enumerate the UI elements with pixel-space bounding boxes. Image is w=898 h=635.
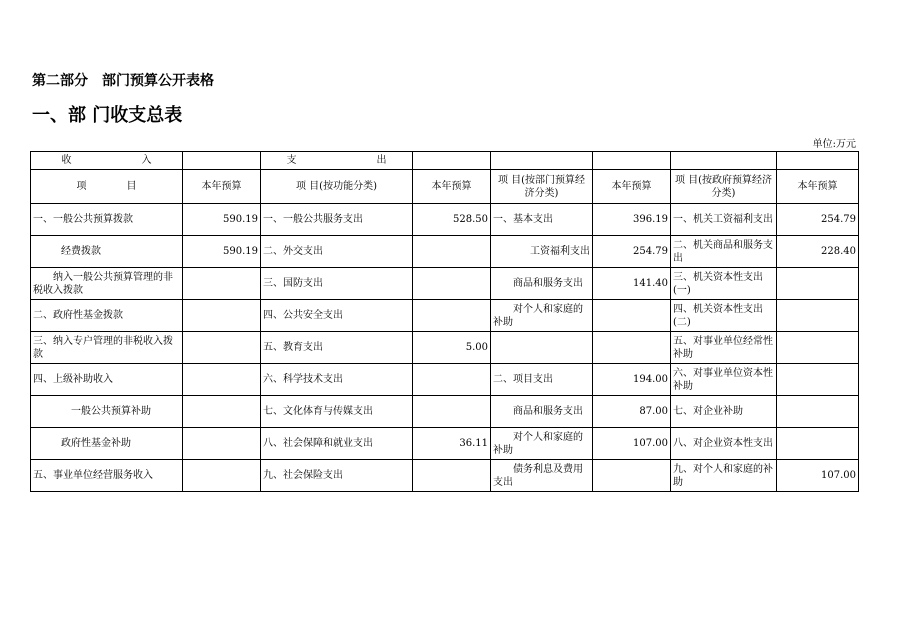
func-item: 三、国防支出 (261, 268, 413, 300)
gov-item: 一、机关工资福利支出 (671, 204, 777, 236)
income-amount: 590.19 (183, 236, 261, 268)
income-item: 二、政府性基金拨款 (31, 300, 183, 332)
col-header-econ-dept: 项 目(按部门预算经济分类) (491, 170, 593, 204)
dept-amount: 396.19 (593, 204, 671, 236)
income-item: 一般公共预算补助 (31, 396, 183, 428)
dept-item (491, 332, 593, 364)
func-amount (413, 300, 491, 332)
gov-amount: 228.40 (777, 236, 859, 268)
dept-amount: 107.00 (593, 428, 671, 460)
income-amount (183, 428, 261, 460)
dept-amount: 194.00 (593, 364, 671, 396)
gov-item: 二、机关商品和服务支出 (671, 236, 777, 268)
unit-label: 单位:万元 (812, 139, 856, 150)
income-item: 五、事业单位经营服务收入 (31, 460, 183, 492)
func-item: 二、外交支出 (261, 236, 413, 268)
income-section-header: 收 入 (31, 152, 183, 170)
gov-item: 九、对个人和家庭的补助 (671, 460, 777, 492)
dept-amount (593, 332, 671, 364)
table-row (31, 460, 859, 492)
empty-cell (593, 152, 671, 170)
income-amount (183, 268, 261, 300)
gov-item: 五、对事业单位经常性补助 (671, 332, 777, 364)
table-row (31, 204, 859, 236)
func-item: 九、社会保险支出 (261, 460, 413, 492)
dept-item: 对个人和家庭的补助 (491, 300, 593, 332)
income-item: 四、上级补助收入 (31, 364, 183, 396)
dept-item: 一、基本支出 (491, 204, 593, 236)
income-item: 经费拨款 (31, 236, 183, 268)
func-amount (413, 460, 491, 492)
table-title: 一、部 门收支总表 (32, 105, 183, 126)
gov-amount (777, 364, 859, 396)
col-header-budget: 本年预算 (593, 170, 671, 204)
income-amount (183, 332, 261, 364)
gov-amount: 107.00 (777, 460, 859, 492)
dept-amount (593, 300, 671, 332)
dept-amount (593, 460, 671, 492)
income-amount (183, 300, 261, 332)
gov-item: 八、对企业资本性支出 (671, 428, 777, 460)
dept-amount: 254.79 (593, 236, 671, 268)
empty-cell (671, 152, 777, 170)
table-row (31, 332, 859, 364)
func-item: 五、教育支出 (261, 332, 413, 364)
dept-item: 商品和服务支出 (491, 396, 593, 428)
func-item: 六、科学技术支出 (261, 364, 413, 396)
gov-amount (777, 396, 859, 428)
table-row (31, 364, 859, 396)
part-title: 第二部分 部门预算公开表格 (32, 73, 214, 89)
func-amount (413, 236, 491, 268)
income-amount (183, 364, 261, 396)
dept-amount: 141.40 (593, 268, 671, 300)
func-item: 七、文化体育与传媒支出 (261, 396, 413, 428)
func-amount (413, 268, 491, 300)
func-item: 八、社会保障和就业支出 (261, 428, 413, 460)
expense-section-header: 支 出 (261, 152, 413, 170)
func-amount: 36.11 (413, 428, 491, 460)
table-row (31, 268, 859, 300)
col-header-item: 项 目 (31, 170, 183, 204)
table-row (31, 236, 859, 268)
dept-item: 商品和服务支出 (491, 268, 593, 300)
header-row-columns (31, 170, 859, 204)
col-header-budget: 本年预算 (183, 170, 261, 204)
gov-amount (777, 428, 859, 460)
gov-item: 六、对事业单位资本性补助 (671, 364, 777, 396)
col-header-func: 项 目(按功能分类) (261, 170, 413, 204)
dept-amount: 87.00 (593, 396, 671, 428)
gov-item: 七、对企业补助 (671, 396, 777, 428)
empty-cell (777, 152, 859, 170)
gov-item: 四、机关资本性支出(二) (671, 300, 777, 332)
col-header-econ-gov: 项 目(按政府预算经济分类) (671, 170, 777, 204)
gov-amount (777, 268, 859, 300)
empty-cell (491, 152, 593, 170)
func-amount (413, 396, 491, 428)
dept-item: 工资福利支出 (491, 236, 593, 268)
func-item: 四、公共安全支出 (261, 300, 413, 332)
func-amount (413, 364, 491, 396)
income-item: 纳入一般公共预算管理的非税收入拨款 (31, 268, 183, 300)
dept-item: 债务利息及费用支出 (491, 460, 593, 492)
budget-summary-table (30, 151, 859, 492)
income-amount: 590.19 (183, 204, 261, 236)
gov-amount: 254.79 (777, 204, 859, 236)
gov-amount (777, 300, 859, 332)
func-amount: 5.00 (413, 332, 491, 364)
table-row (31, 396, 859, 428)
col-header-budget: 本年预算 (777, 170, 859, 204)
col-header-budget: 本年预算 (413, 170, 491, 204)
dept-item: 二、项目支出 (491, 364, 593, 396)
gov-item: 三、机关资本性支出(一) (671, 268, 777, 300)
gov-amount (777, 332, 859, 364)
income-amount (183, 396, 261, 428)
func-item: 一、一般公共服务支出 (261, 204, 413, 236)
table-row (31, 300, 859, 332)
dept-item: 对个人和家庭的补助 (491, 428, 593, 460)
header-row-sections (31, 152, 859, 170)
income-item: 三、纳入专户管理的非税收入拨款 (31, 332, 183, 364)
func-amount: 528.50 (413, 204, 491, 236)
empty-cell (183, 152, 261, 170)
empty-cell (413, 152, 491, 170)
income-item: 政府性基金补助 (31, 428, 183, 460)
table-row (31, 428, 859, 460)
income-item: 一、一般公共预算拨款 (31, 204, 183, 236)
income-amount (183, 460, 261, 492)
